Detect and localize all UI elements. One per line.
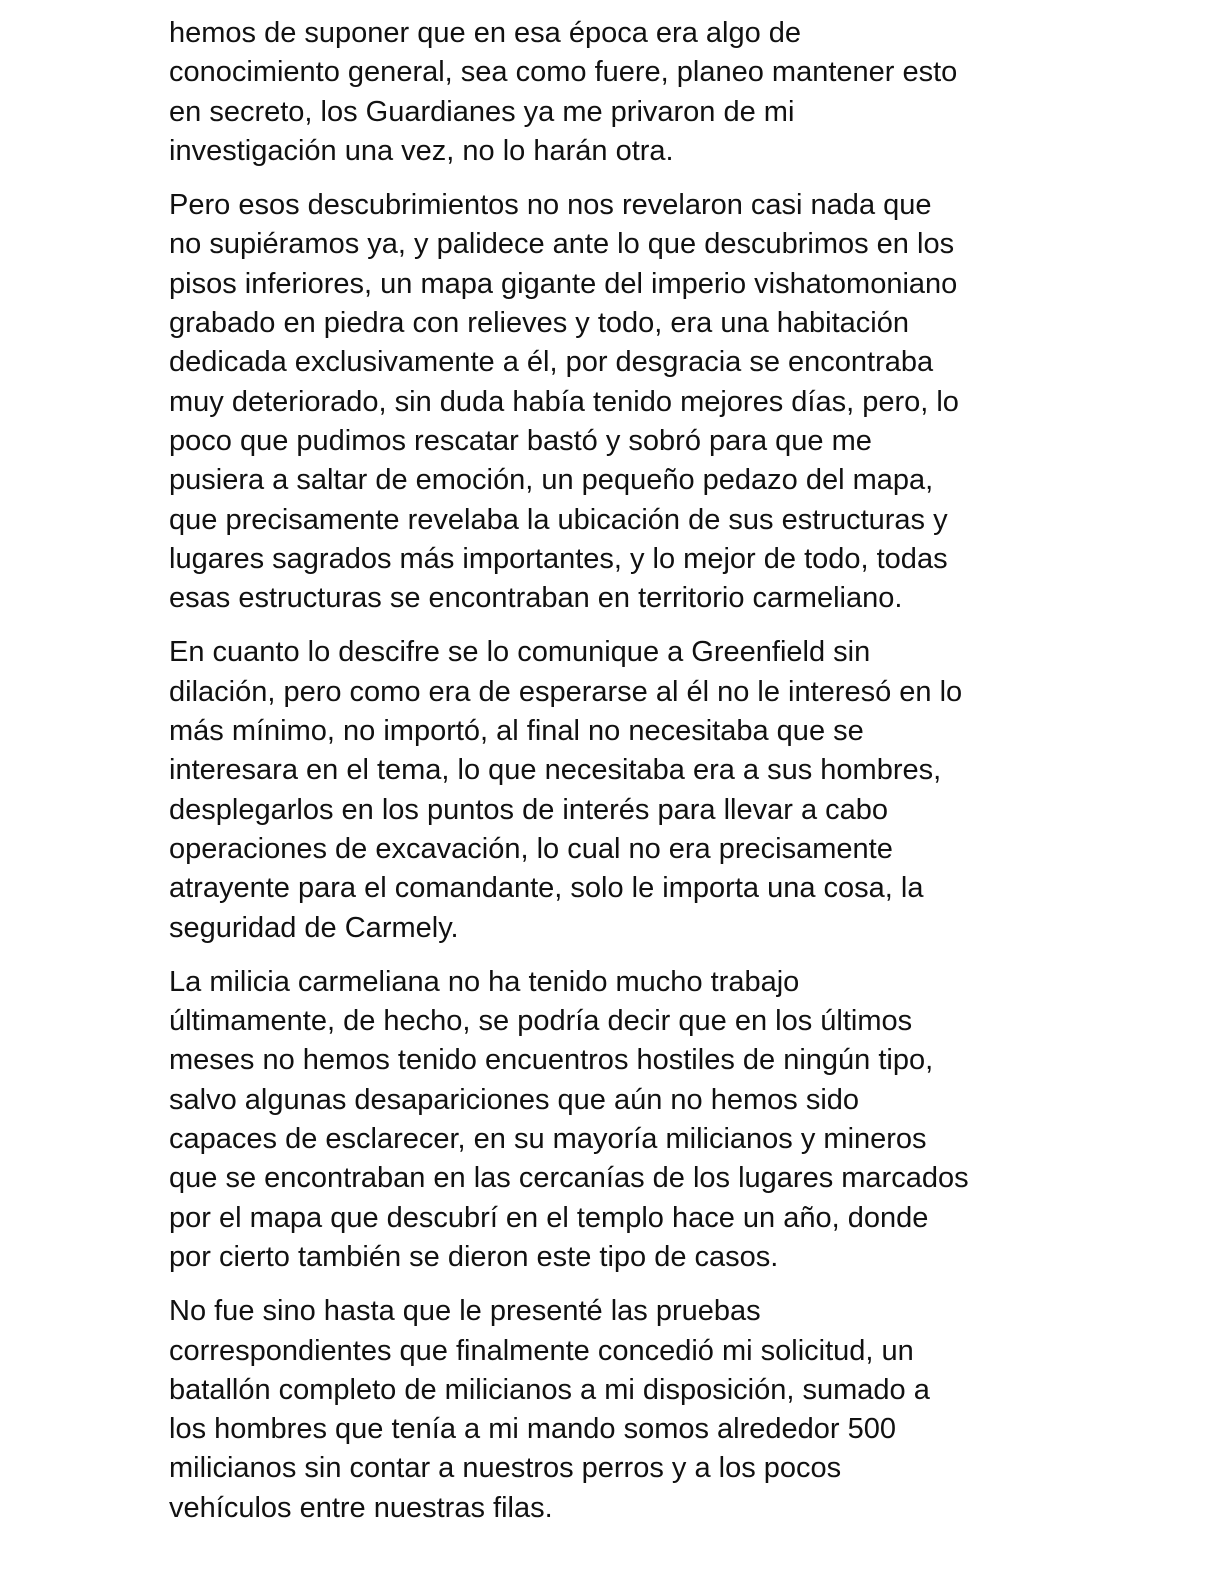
text-line: esas estructuras se encontraban en territorio carmeliano. (169, 582, 903, 615)
text-line: La milicia carmeliana no ha tenido mucho trabajo (169, 965, 800, 998)
text-line: los hombres que tenía a mi mando somos alrededor 500 (169, 1413, 897, 1446)
text-line: pusiera a saltar de emoción, un pequeño pedazo del mapa, (169, 464, 934, 497)
text-line: desplegarlos en los puntos de interés para llevar a cabo (169, 793, 889, 826)
text-line: muy deteriorado, sin duda había tenido mejores días, pero, lo (169, 385, 959, 418)
text-line: en secreto, los Guardianes ya me privaron de mi (169, 95, 795, 128)
paragraph-2 (169, 186, 1059, 618)
text-line: atrayente para el comandante, solo le importa una cosa, la (169, 872, 924, 905)
text-line: que precisamente revelaba la ubicación de sus estructuras y (169, 503, 948, 536)
text-line: Pero esos descubrimientos no nos revelaron casi nada que (169, 189, 932, 222)
text-line: pisos inferiores, un mapa gigante del imperio vishatomoniano (169, 267, 958, 300)
text-line: En cuanto lo descifre se lo comunique a Greenfield sin (169, 636, 871, 669)
text-line: dedicada exclusivamente a él, por desgracia se encontraba (169, 346, 934, 379)
text-line: grabado en piedra con relieves y todo, era una habitación (169, 307, 910, 340)
text-line: que se encontraban en las cercanías de los lugares marcados (169, 1162, 969, 1195)
text-line: conocimiento general, sea como fuere, planeo mantener esto (169, 56, 958, 89)
paragraph-3 (169, 633, 1059, 947)
text-line: meses no hemos tenido encuentros hostiles de ningún tipo, (169, 1044, 934, 1077)
paragraph-5 (169, 1292, 1059, 1528)
text-line: por cierto también se dieron este tipo de casos. (169, 1240, 779, 1273)
text-line: hemos de suponer que en esa época era algo de (169, 17, 802, 49)
text-line: vehículos entre nuestras filas. (169, 1491, 553, 1524)
text-line: dilación, pero como era de esperarse al él no le interesó en lo (169, 675, 963, 708)
text-line: investigación una vez, no lo harán otra. (169, 134, 674, 167)
paragraph-4 (169, 963, 1059, 1277)
text-line: operaciones de excavación, lo cual no era precisamente (169, 832, 893, 865)
text-line: interesara en el tema, lo que necesitaba era a sus hombres, (169, 754, 942, 787)
text-line: por el mapa que descubrí en el templo hace un año, donde (169, 1201, 929, 1234)
text-line: No fue sino hasta que le presenté las pruebas (169, 1295, 761, 1328)
text-line: seguridad de Carmely. (169, 911, 459, 944)
document-page (169, 14, 1059, 1543)
text-line: más mínimo, no importó, al final no necesitaba que se (169, 715, 864, 748)
paragraph-1 (169, 14, 1059, 171)
text-line: batallón completo de milicianos a mi disposición, sumado a (169, 1373, 930, 1406)
text-line: lugares sagrados más importantes, y lo mejor de todo, todas (169, 542, 948, 575)
text-line: poco que pudimos rescatar bastó y sobró para que me (169, 424, 872, 457)
text-line: últimamente, de hecho, se podría decir que en los últimos (169, 1005, 913, 1038)
text-line: no supiéramos ya, y palidece ante lo que descubrimos en los (169, 228, 955, 261)
text-line: correspondientes que finalmente concedió mi solicitud, un (169, 1334, 914, 1367)
text-line: milicianos sin contar a nuestros perros y a los pocos (169, 1452, 842, 1485)
text-line: salvo algunas desapariciones que aún no hemos sido (169, 1083, 860, 1116)
text-line: capaces de esclarecer, en su mayoría milicianos y mineros (169, 1123, 927, 1156)
